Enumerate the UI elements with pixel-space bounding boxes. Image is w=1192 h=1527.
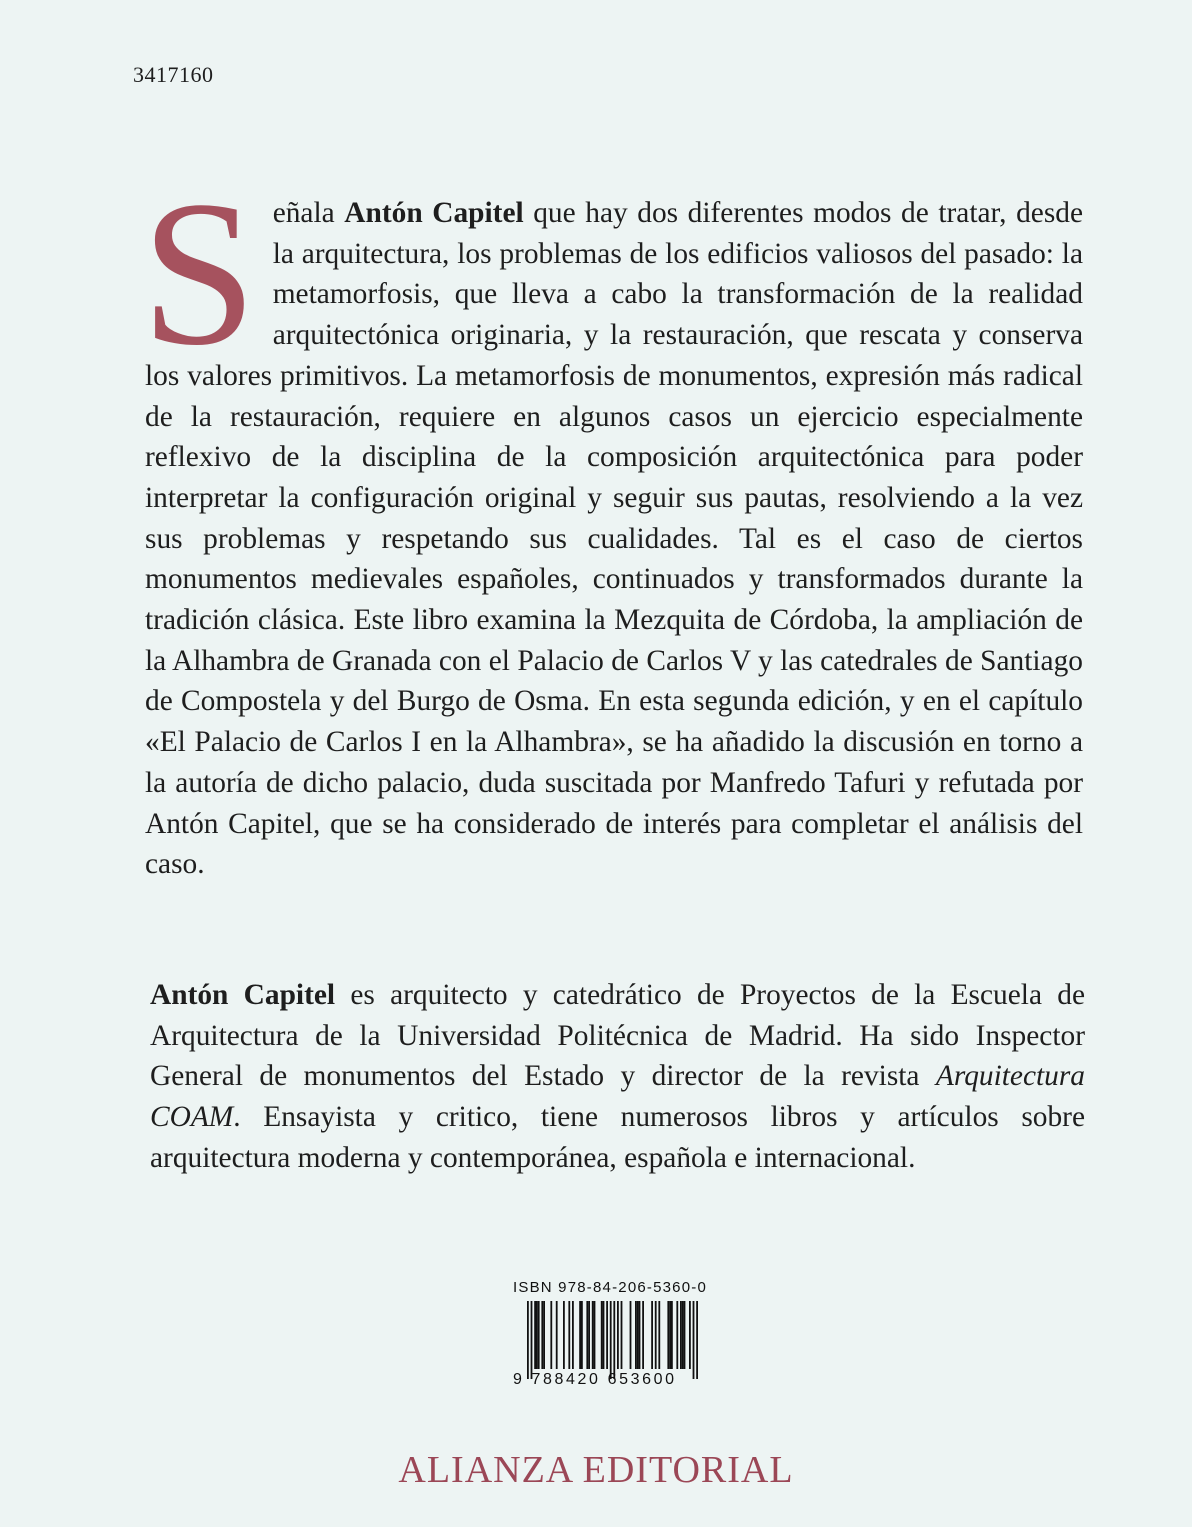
barcode-bar <box>572 1301 574 1369</box>
barcode-bar <box>680 1301 682 1369</box>
barcode-bar <box>534 1301 536 1369</box>
barcode-bar <box>592 1301 594 1369</box>
barcode-bar <box>581 1301 583 1369</box>
barcode-bar <box>613 1301 615 1379</box>
synopsis-author-name: Antón Capitel <box>344 197 524 229</box>
barcode-bar <box>639 1301 641 1369</box>
barcode-bar <box>541 1301 543 1369</box>
barcode-image <box>513 1301 708 1379</box>
catalog-number: 3417160 <box>133 62 214 87</box>
barcode-bar <box>621 1301 623 1369</box>
isbn-block <box>513 1279 713 1388</box>
drop-cap: S <box>141 158 257 388</box>
barcode-bar <box>617 1301 619 1369</box>
barcode-bar <box>610 1301 612 1379</box>
barcode-bar <box>696 1301 698 1379</box>
barcode-bar <box>642 1301 644 1369</box>
bio-text-before: es arquitecto y catedrático de Proyectos de la Escuela de Arquitectura de la Universidad Politécnica de Madrid. Ha sido Inspector General de monumentos del Estado y director de la revista <box>150 979 1085 1093</box>
barcode-bar <box>655 1301 657 1369</box>
synopsis-text: que hay dos diferentes modos de tratar, desde la arquitectura, los problemas de los edificios valiosos del pasado: la metamorfosis, que lleva a cabo la transformación de la realidad arquitectónica originaria, y la restauración, que rescata y conserva los valores primitivos. La metamorfosis de monumentos, expresión más radical de la restauración, requiere en algunos casos un ejercicio especialmente reflexivo de la disciplina de la composición arquitectónica para poder interpretar la configuración original y seguir sus pautas, resolviendo a la vez sus problemas y respetando sus cualidades. Tal es el caso de ciertos monumentos medievales españoles, continuados y transformados durante la tradición clásica. Este libro examina la Mezquita de Córdoba, la ampliación de la Alhambra de Granada con el Palacio de Carlos V y las catedrales de Santiago de Compostela y del Burgo de Osma. En esta segunda edición, y en el capítulo «El Palacio de Carlos I en la Alhambra», se ha añadido la discusión en torno a la autoría de dicho palacio, duda suscitada por Manfredo Tafuri y refutada por Antón Capitel, que se ha considerado de interés para completar el análisis del caso. <box>145 197 1084 881</box>
barcode-bar <box>538 1301 540 1369</box>
barcode-bar <box>658 1301 660 1369</box>
barcode-bar <box>651 1301 653 1369</box>
barcode-bar <box>667 1301 669 1369</box>
barcode-bar <box>568 1301 570 1369</box>
barcode-bar <box>693 1301 695 1379</box>
synopsis-paragraph <box>141 158 1084 885</box>
barcode-bar <box>601 1301 603 1369</box>
author-bio-paragraph <box>150 975 1085 1179</box>
barcode-digits: 9 788420 653600 <box>513 1371 677 1388</box>
barcode-bar <box>531 1301 533 1379</box>
isbn-label: ISBN 978-84-206-5360-0 <box>513 1279 708 1296</box>
publisher-name: ALIANZA EDITORIAL <box>398 1449 794 1491</box>
bio-text-after: . Ensayista y critico, tiene numerosos libros y artículos sobre arquitectura moderna y contemporánea, española e internacional. <box>150 1101 1085 1174</box>
barcode-bar <box>603 1301 605 1369</box>
barcode-bar <box>579 1301 581 1369</box>
barcode-bar <box>536 1301 538 1369</box>
synopsis-intro: eñala <box>272 197 345 229</box>
barcode-bar <box>606 1301 608 1369</box>
barcode-bar <box>684 1301 686 1369</box>
barcode-bar <box>594 1301 596 1369</box>
barcode-bar <box>682 1301 684 1369</box>
barcode-bar <box>669 1301 671 1369</box>
barcode-bar <box>588 1301 590 1369</box>
bio-magazine-title: Arquitectura COAM <box>150 1060 1085 1134</box>
barcode-bar <box>635 1301 637 1369</box>
barcode-bar <box>586 1301 588 1369</box>
barcode-bar <box>637 1301 639 1369</box>
barcode-bar <box>556 1301 558 1369</box>
barcode-bar <box>689 1301 691 1369</box>
barcode-bar <box>550 1301 552 1369</box>
barcode-bar <box>676 1301 678 1369</box>
barcode-bar <box>543 1301 545 1369</box>
barcode-bar <box>630 1301 632 1369</box>
barcode-bar <box>671 1301 673 1369</box>
barcode-bar <box>527 1301 529 1379</box>
barcode-bar <box>563 1301 565 1369</box>
bio-author-name: Antón Capitel <box>150 979 336 1011</box>
